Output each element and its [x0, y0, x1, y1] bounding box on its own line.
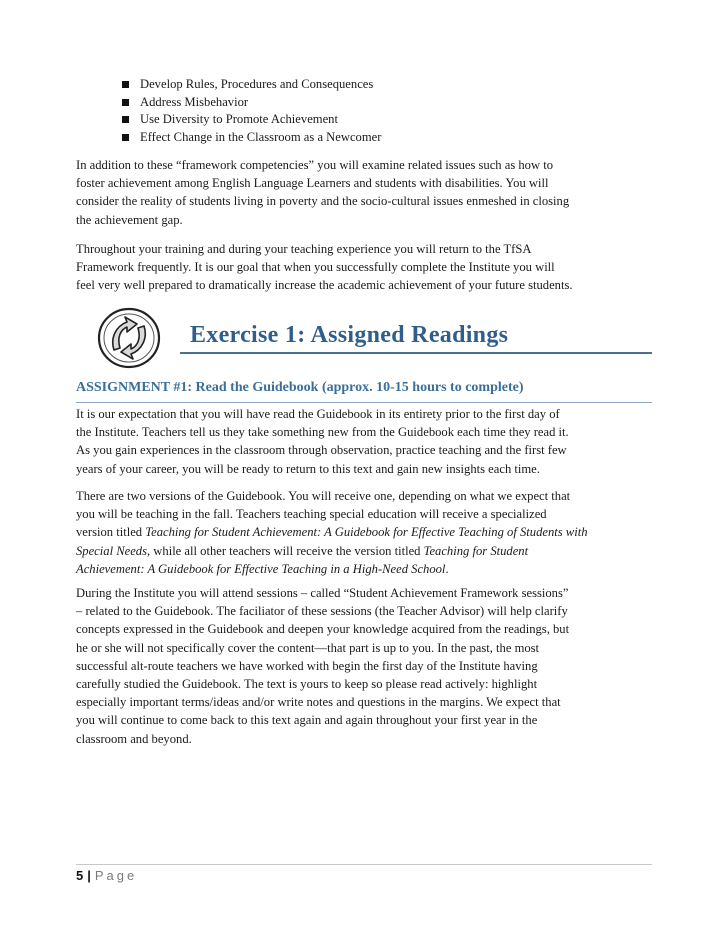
- assignment-heading-divider: [76, 402, 652, 403]
- guidebook-versions-paragraph: [76, 487, 656, 578]
- text-line: especially important terms/ideas and/or write notes and questions in the margins. We expect that: [76, 695, 561, 710]
- guidebook-title-high-need-cont: Achievement: A Guidebook for Effective Teaching in a High-Need School: [76, 561, 446, 576]
- text-line: you will be teaching in the fall. Teachers teaching special education will receive a specialized: [76, 507, 547, 522]
- text-line: Framework frequently. It is our goal that when you successfully complete the Institute you will: [76, 260, 555, 275]
- text-line: the achievement gap.: [76, 212, 183, 227]
- footer-separator: |: [87, 868, 91, 883]
- guidebook-title-special-needs: Teaching for Student Achievement: A Guidebook for Effective Teaching of Students with: [145, 525, 588, 540]
- bullet-text: Effect Change in the Classroom as a Newcomer: [140, 129, 382, 144]
- text-line: carefully studied the Guidebook. The text is yours to keep so please read actively: highlight: [76, 677, 538, 692]
- tfsa-framework-paragraph: [76, 240, 656, 295]
- text-line: classroom and beyond.: [76, 731, 192, 746]
- text-line: foster achievement among English Language Learners and students with disabilities. You will: [76, 176, 549, 191]
- text-run: version titled: [76, 525, 146, 540]
- text-line: successful alt-route teachers we have worked with begin the first day of the Institute having: [76, 658, 538, 673]
- footer-divider: [76, 864, 652, 865]
- text-line: As you gain experiences in the classroom through observation, practice teaching and the first few: [76, 443, 567, 458]
- circular-arrows-emblem-icon: [96, 306, 162, 370]
- text-line: consider the reality of students living in poverty and the socio-cultural issues enmeshed in closing: [76, 194, 570, 209]
- text-line: In addition to these “framework competencies” you will examine related issues such as how to: [76, 158, 554, 172]
- text-line: concepts expressed in the Guidebook and deepen your knowledge acquired from the readings, but: [76, 622, 570, 637]
- list-item: [118, 76, 678, 94]
- square-bullet-icon: [122, 116, 129, 123]
- square-bullet-icon: [122, 134, 129, 141]
- text-line: you will continue to come back to this text again and again throughout your first year in the: [76, 713, 538, 728]
- exercise-title: Exercise 1: Assigned Readings: [190, 322, 509, 348]
- institute-sessions-paragraph: [76, 584, 656, 748]
- text-line: During the Institute you will attend sessions – called “Student Achievement Framework sessions”: [76, 586, 569, 600]
- text-line: he or she will not specifically cover the content—that part is up to you. In the past, the most: [76, 640, 540, 655]
- text-line: feel very well prepared to dramatically increase the academic achievement of your future students.: [76, 278, 573, 293]
- framework-competencies-paragraph: [76, 156, 656, 229]
- bullet-text: Use Diversity to Promote Achievement: [140, 112, 338, 127]
- text-line: [76, 523, 656, 541]
- competency-bullet-list: [118, 76, 678, 146]
- list-item: [118, 111, 678, 129]
- bullet-text: Address Misbehavior: [140, 94, 249, 109]
- text-line: [76, 542, 656, 560]
- text-line: the Institute. Teachers tell us they take something new from the Guidebook each time they read it.: [76, 425, 569, 440]
- exercise-title-underline: [180, 352, 652, 354]
- text-line: – related to the Guidebook. The faciliator of these sessions (the Teacher Advisor) will help clarify: [76, 604, 568, 619]
- text-line: years of your career, you will be ready to return to this text and gain new insights each time.: [76, 461, 540, 476]
- guidebook-expectation-paragraph: [76, 405, 656, 478]
- guidebook-title-special-needs-cont: Special Needs: [76, 543, 147, 558]
- text-line: [76, 560, 656, 578]
- bullet-text: Develop Rules, Procedures and Consequences: [140, 77, 374, 91]
- text-run: , while all other teachers will receive the version titled: [147, 543, 424, 558]
- guidebook-title-high-need: Teaching for Student: [423, 543, 529, 558]
- list-item: [118, 129, 678, 147]
- square-bullet-icon: [122, 99, 129, 106]
- page-number: 5: [76, 868, 84, 883]
- assignment-heading: ASSIGNMENT #1: Read the Guidebook (approx. 10-15 hours to complete): [76, 380, 524, 395]
- square-bullet-icon: [122, 81, 129, 88]
- text-line: There are two versions of the Guidebook. You will receive one, depending on what we expect that: [76, 489, 571, 503]
- text-line: It is our expectation that you will have read the Guidebook in its entirety prior to the first day of: [76, 407, 560, 421]
- list-item: [118, 94, 678, 112]
- text-line: Throughout your training and during your teaching experience you will return to the TfSA: [76, 242, 532, 256]
- page-footer: [76, 868, 137, 883]
- text-run: .: [445, 561, 449, 576]
- page-label: Page: [94, 868, 138, 883]
